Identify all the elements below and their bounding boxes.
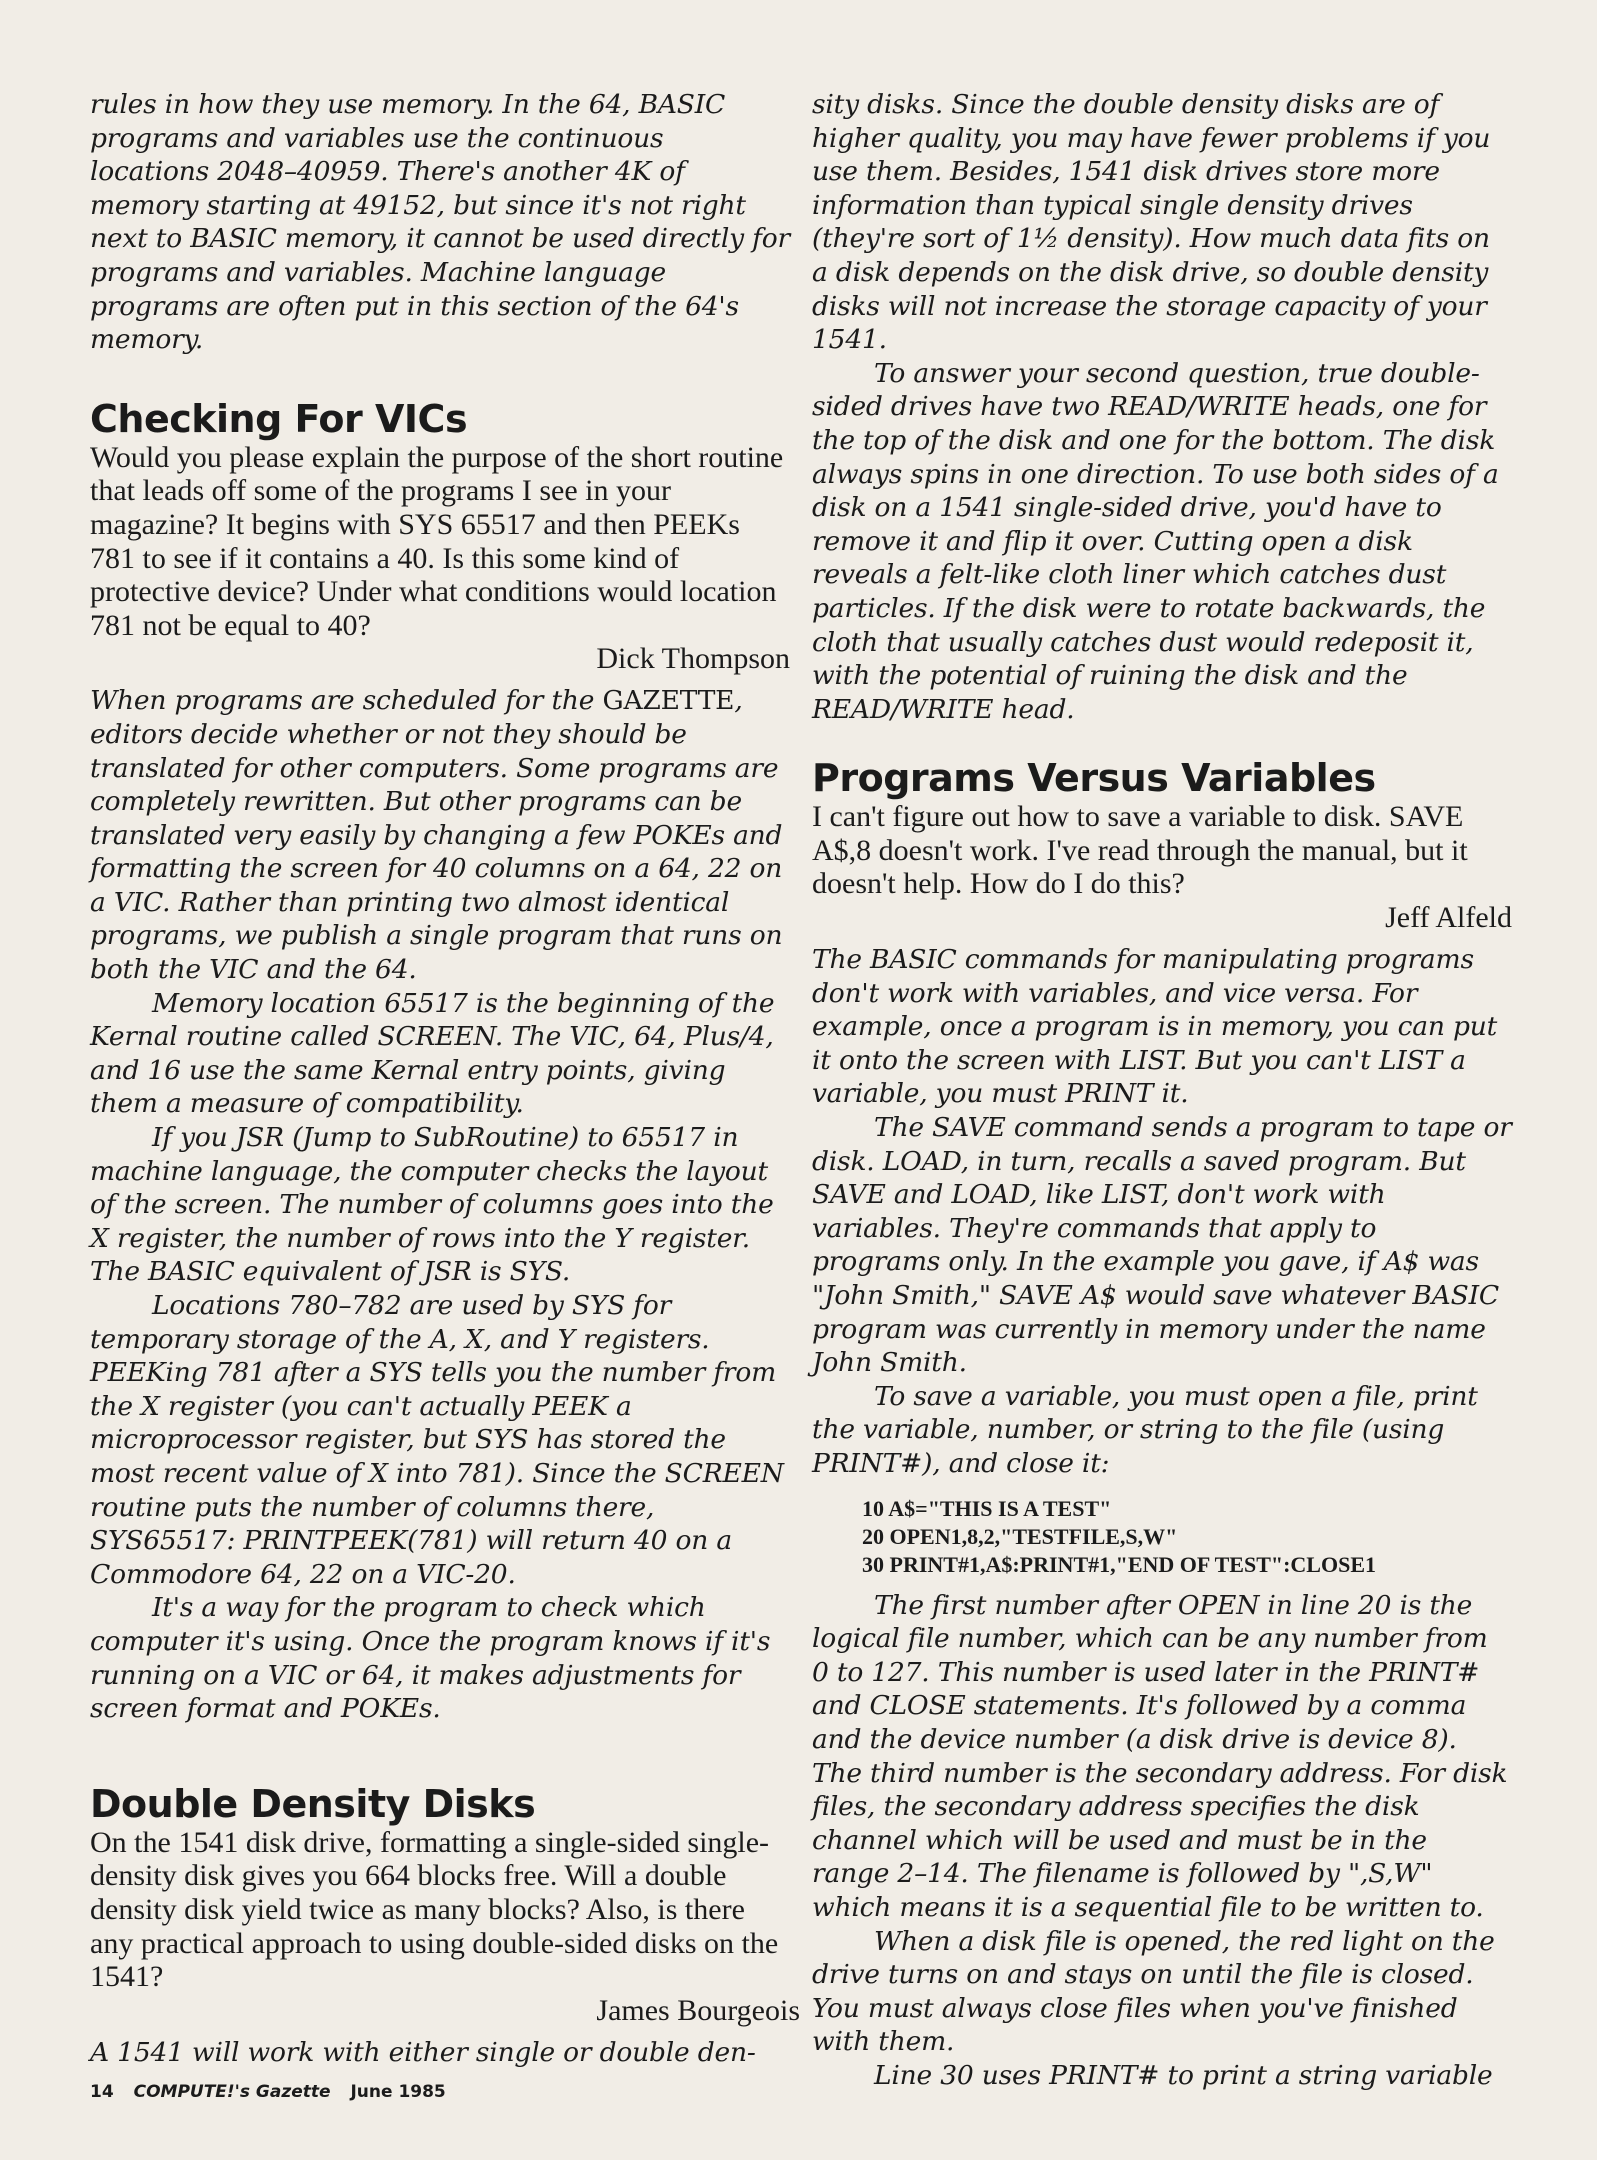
left-column bbox=[90, 88, 800, 2069]
page-footer bbox=[90, 2082, 460, 2102]
code-line: 10 A$="THIS IS A TEST" bbox=[862, 1495, 1112, 1521]
answer-variables-paragraph-5: When a disk file is opened, the red light on the drive turns on and stays on until the file is closed. You must always close files when you've finished with them. bbox=[812, 1925, 1495, 2058]
answer-double-density-paragraph-2: To answer your second question, true double-sided drives have two READ/WRITE heads, one for the top of the disk and one for the bottom. The disk always spins in one direction. To use both sides of a disk on a 1541 single-sided drive, you'd have to remove it and flip it over. Cutting open a disk reveals a felt-like cloth liner which catches dust particles. If the disk were to rotate backwards, the cloth that usually catches dust would redeposit it, with the potential of ruining the disk and the READ/WRITE head. bbox=[812, 357, 1499, 725]
question-double-density: On the 1541 disk drive, formatting a single-sided single-density disk gives you 664 blocks free. Will a double density disk yield twice as many blocks? Also, is there any practical approach to using double-sided disks on the 1541? bbox=[90, 1825, 779, 1994]
question-programs-versus-variables: I can't figure out how to save a variable to disk. SAVE A$,8 doesn't work. I've read through the manual, but it doesn't help. How do I do this? bbox=[812, 800, 1468, 901]
answer-variables-paragraph-3: To save a variable, you must open a file, print the variable, number, or string to the file (using PRINT#), and close it: bbox=[812, 1380, 1478, 1479]
signature-jeff-alfeld: Jeff Alfeld bbox=[1385, 901, 1512, 935]
answer-vics-paragraph-5: It's a way for the program to check which computer it's using. Once the program knows if it's running on a VIC or 64, it makes adjustments for screen format and POKEs. bbox=[90, 1592, 771, 1725]
answer-variables-paragraph-2: The SAVE command sends a program to tape or disk. LOAD, in turn, recalls a saved program. But SAVE and LOAD, like LIST, don't work with variables. They're commands that apply to programs only. In the example you gave, if A$ was "John Smith," SAVE A$ would save whatever BASIC program was currently in memory under the name John Smith. bbox=[812, 1112, 1512, 1379]
answer-double-density-start: A 1541 will work with either single or double den- bbox=[90, 2036, 756, 2068]
gazette-smallcaps: GAZETTE bbox=[602, 685, 735, 717]
intro-paragraph: rules in how they use memory. In the 64, BASIC programs and variables use the continuous locations 2048–40959. There's another 4K of memory starting at 49152, but since it's not right next to BASIC memory, it cannot be used directly for programs and variables. Machine language programs are often put in this section of the 64's memory. bbox=[90, 89, 790, 356]
answer-variables-paragraph-6: Line 30 uses PRINT# to print a string variable bbox=[874, 2059, 1493, 2091]
answer-variables-paragraph-1: The BASIC commands for manipulating programs don't work with variables, and vice versa. For example, once a program is in memory, you can put it onto the screen with LIST. But you can't LIST a variable, you must PRINT it. bbox=[812, 944, 1498, 1110]
signature-dick-thompson: Dick Thompson bbox=[596, 642, 790, 676]
code-line: 30 PRINT#1,A$:PRINT#1,"END OF TEST":CLOSE1 bbox=[862, 1551, 1376, 1577]
answer-vics-paragraph-3: If you JSR (Jump to SubRoutine) to 65517 in machine language, the computer checks the layout of the screen. The number of columns goes into the X register, the number of rows into the Y register. The BASIC equivalent of JSR is SYS. bbox=[90, 1122, 774, 1288]
right-column bbox=[812, 88, 1512, 2092]
magazine-name: COMPUTE!'s Gazette bbox=[133, 2082, 331, 2102]
code-line: 20 OPEN1,8,2,"TESTFILE,S,W" bbox=[862, 1523, 1178, 1549]
heading-double-density-disks: Double Density Disks bbox=[90, 1781, 536, 1826]
answer-vics-paragraph-2: Memory location 65517 is the beginning of the Kernal routine called SCREEN. The VIC, 64, Plus/4, and 16 use the same Kernal entry points, giving them a measure of compatibility. bbox=[90, 987, 775, 1120]
heading-checking-for-vics: Checking For VICs bbox=[90, 396, 468, 441]
answer-variables-paragraph-4: The first number after OPEN in line 20 is the logical file number, which can be any number from 0 to 127. This number is used later in the PRINT# and CLOSE statements. It's followed by a comma and the device number (a disk drive is device 8). The third number is the secondary address. For disk files, the secondary address specifies the disk channel which will be used and must be in the range 2–14. The filename is followed by ",S,W" which means it is a sequential file to be written to. bbox=[812, 1589, 1508, 1923]
answer-vics-paragraph-1: When programs are scheduled for the GAZETTE, editors decide whether or not they should be translated for other computers. Some programs are completely rewritten. But other programs can be translated very easily by changing a few POKEs and formatting the screen for 40 columns on a 64, 22 on a VIC. Rather than printing two almost identical programs, we publish a single program that runs on both the VIC and the 64. bbox=[90, 685, 783, 986]
answer-vics-paragraph-4: Locations 780–782 are used by SYS for temporary storage of the A, X, and Y registers. PEEKing 781 after a SYS tells you the number from the X register (you can't actually PEEK a microprocessor register, but SYS has stored the most recent value of X into 781). Since the SCREEN routine puts the number of columns there, SYS65517: PRINTPEEK(781) will return 40 on a Commodore 64, 22 on a VIC-20. bbox=[90, 1290, 784, 1590]
code-listing bbox=[862, 1495, 1512, 1579]
page-number: 14 bbox=[90, 2082, 114, 2102]
heading-programs-versus-variables: Programs Versus Variables bbox=[812, 756, 1376, 801]
signature-james-bourgeois: James Bourgeois bbox=[596, 1993, 800, 2027]
issue-date: June 1985 bbox=[350, 2082, 446, 2102]
question-checking-for-vics: Would you please explain the purpose of the short routine that leads off some of the programs I see in your magazine? It begins with SYS 65517 and then PEEKs 781 to see if it contains a 40. Is this some kind of protective device? Under what conditions would location 781 not be equal to 40? bbox=[90, 440, 784, 642]
answer-double-density-continued: sity disks. Since the double density disks are of higher quality, you may have fewer problems if you use them. Besides, 1541 disk drives store more information than typical single density drives (they're sort of 1½ density). How much data fits on a disk depends on the disk drive, so double density disks will not increase the storage capacity of your 1541. bbox=[812, 89, 1491, 356]
